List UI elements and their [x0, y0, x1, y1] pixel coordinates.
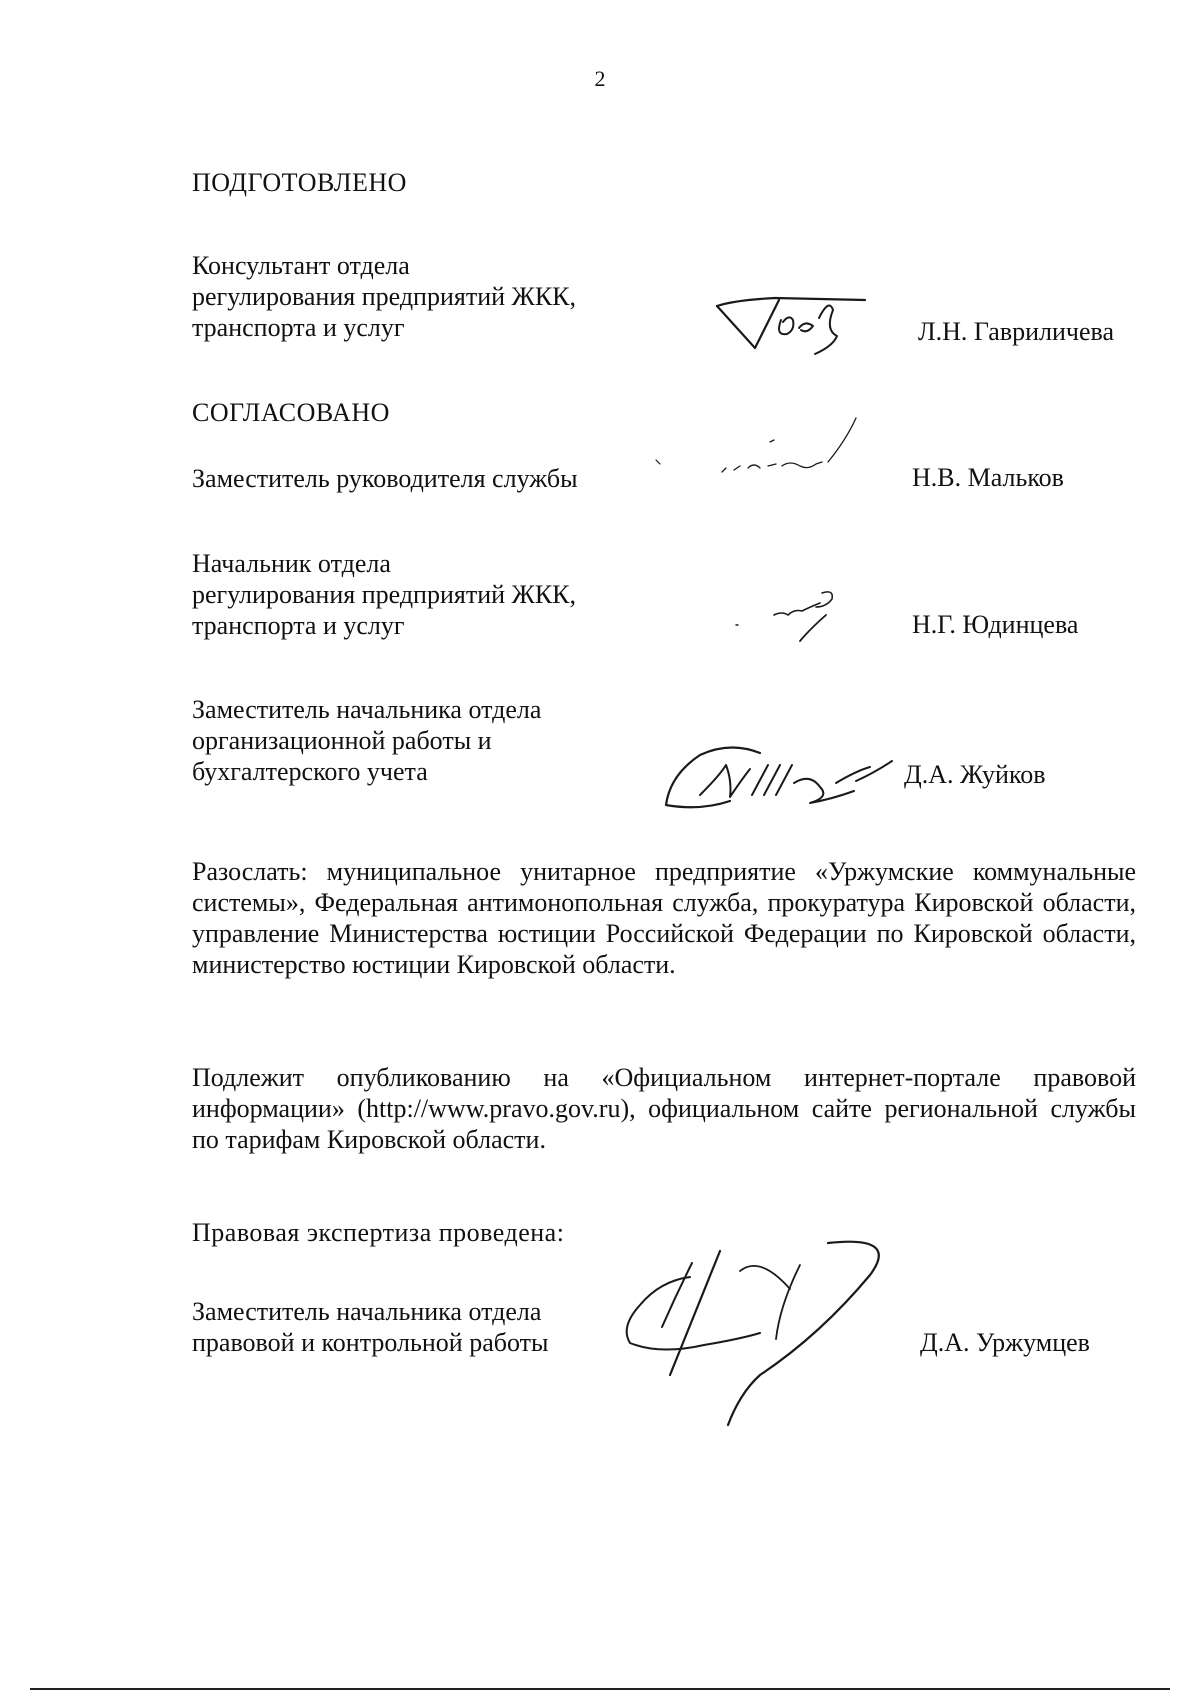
position-line: регулирования предприятий ЖКК,	[192, 282, 577, 311]
signatory-name: Д.А. Жуйков	[904, 760, 1046, 789]
position-line: Заместитель руководителя службы	[192, 464, 578, 493]
signatory-position	[192, 548, 576, 641]
prepared-name: Л.Н. Гавриличева	[918, 317, 1115, 346]
signature-zhuikov	[660, 735, 910, 815]
publication-paragraph: Подлежит опубликованию на «Официальном интернет-портале правовой информации» (http://www.pravo.gov.ru), официальном сайте региональной службы по тарифам Кировской области.	[192, 1063, 1136, 1154]
position-line: Заместитель начальника отдела	[192, 1297, 542, 1326]
position-line: правовой и контрольной работы	[192, 1328, 549, 1357]
signatory-position	[192, 694, 541, 787]
legal-review-position	[192, 1296, 548, 1358]
position-line: регулирования предприятий ЖКК,	[192, 580, 577, 609]
signature-urzhumtsev	[600, 1235, 930, 1435]
signature-gavrilicheva	[715, 290, 875, 360]
signatory-name: Н.В. Мальков	[912, 463, 1064, 492]
signature-malkov	[650, 410, 930, 490]
page-number: 2	[594, 66, 606, 91]
agreed-heading: СОГЛАСОВАНО	[192, 398, 390, 427]
legal-review-name: Д.А. Уржумцев	[920, 1328, 1090, 1357]
signature-yudintseva	[730, 585, 850, 655]
position-line: Начальник отдела	[192, 549, 391, 578]
footer-rule	[30, 1688, 1170, 1690]
position-line: транспорта и услуг	[192, 313, 405, 342]
distribution-paragraph: Разослать: муниципальное унитарное предприятие «Уржумские коммунальные системы», Федеральная антимонопольная служба, прокуратура Кировской области, управление Министерства юстиции Российской Федерации по Кировской области, министерство юстиции Кировской области.	[192, 857, 1136, 979]
legal-review-heading: Правовая экспертиза проведена:	[192, 1218, 565, 1247]
prepared-heading: ПОДГОТОВЛЕНО	[192, 168, 407, 197]
position-line: Заместитель начальника отдела	[192, 695, 542, 724]
position-line: организационной работы и	[192, 726, 492, 755]
prepared-position	[192, 250, 576, 343]
signatory-position	[192, 463, 578, 494]
signatory-name: Н.Г. Юдинцева	[912, 610, 1079, 639]
position-line: бухгалтерского учета	[192, 757, 428, 786]
position-line: Консультант отдела	[192, 251, 410, 280]
position-line: транспорта и услуг	[192, 611, 405, 640]
